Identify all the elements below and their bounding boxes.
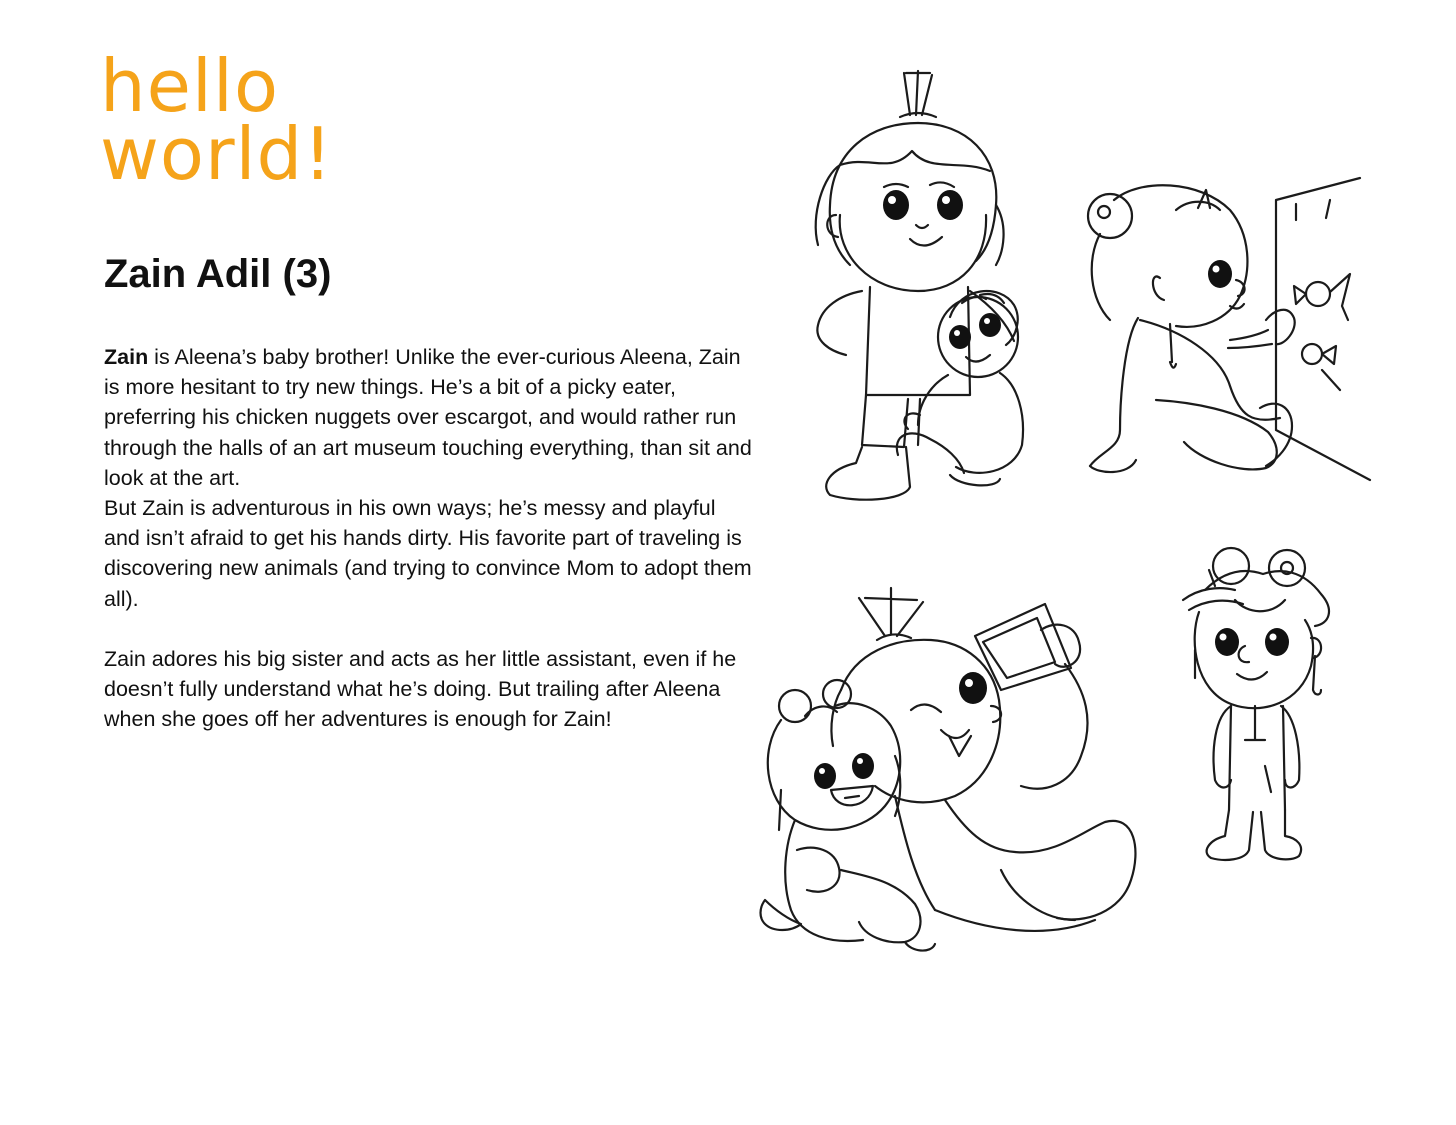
paragraph-gap	[104, 614, 754, 644]
bio-text-1: is Aleena’s baby brother! Unlike the ever-curious Aleena, Zain is more hesitant to try new things. He’s a bit of a picky eater, preferring his chicken nuggets over escargot, and would rather run through the halls of an art museum touching everything, than sit and look at the art.	[104, 345, 752, 490]
bio-name: Zain	[104, 345, 149, 369]
logo-line-1: hello	[100, 44, 279, 128]
logo-line-2: world!	[100, 112, 334, 196]
bio-paragraph-3: Zain adores his big sister and acts as her little assistant, even if he doesn’t fully understand what he’s doing. But trailing after Aleena when she goes off her adventures is enough for Zain!	[104, 647, 737, 732]
sketch-aleena-and-zain-standing	[800, 55, 1040, 510]
sketch-zain-at-aquarium	[1080, 170, 1380, 500]
character-bio	[104, 342, 754, 735]
character-title: Zain Adil (3)	[104, 252, 332, 296]
bio-paragraph-1	[104, 342, 754, 493]
sketch-zain-standing-frog-hat	[1175, 540, 1345, 870]
sketch-selfie-with-zain	[745, 580, 1165, 970]
hello-world-logo	[100, 44, 334, 196]
bio-paragraph-2: But Zain is adventurous in his own ways; he’s messy and playful and isn’t afraid to get his hands dirty. His favorite part of traveling is discovering new animals (and trying to convince Mom to adopt them all).	[104, 496, 752, 611]
